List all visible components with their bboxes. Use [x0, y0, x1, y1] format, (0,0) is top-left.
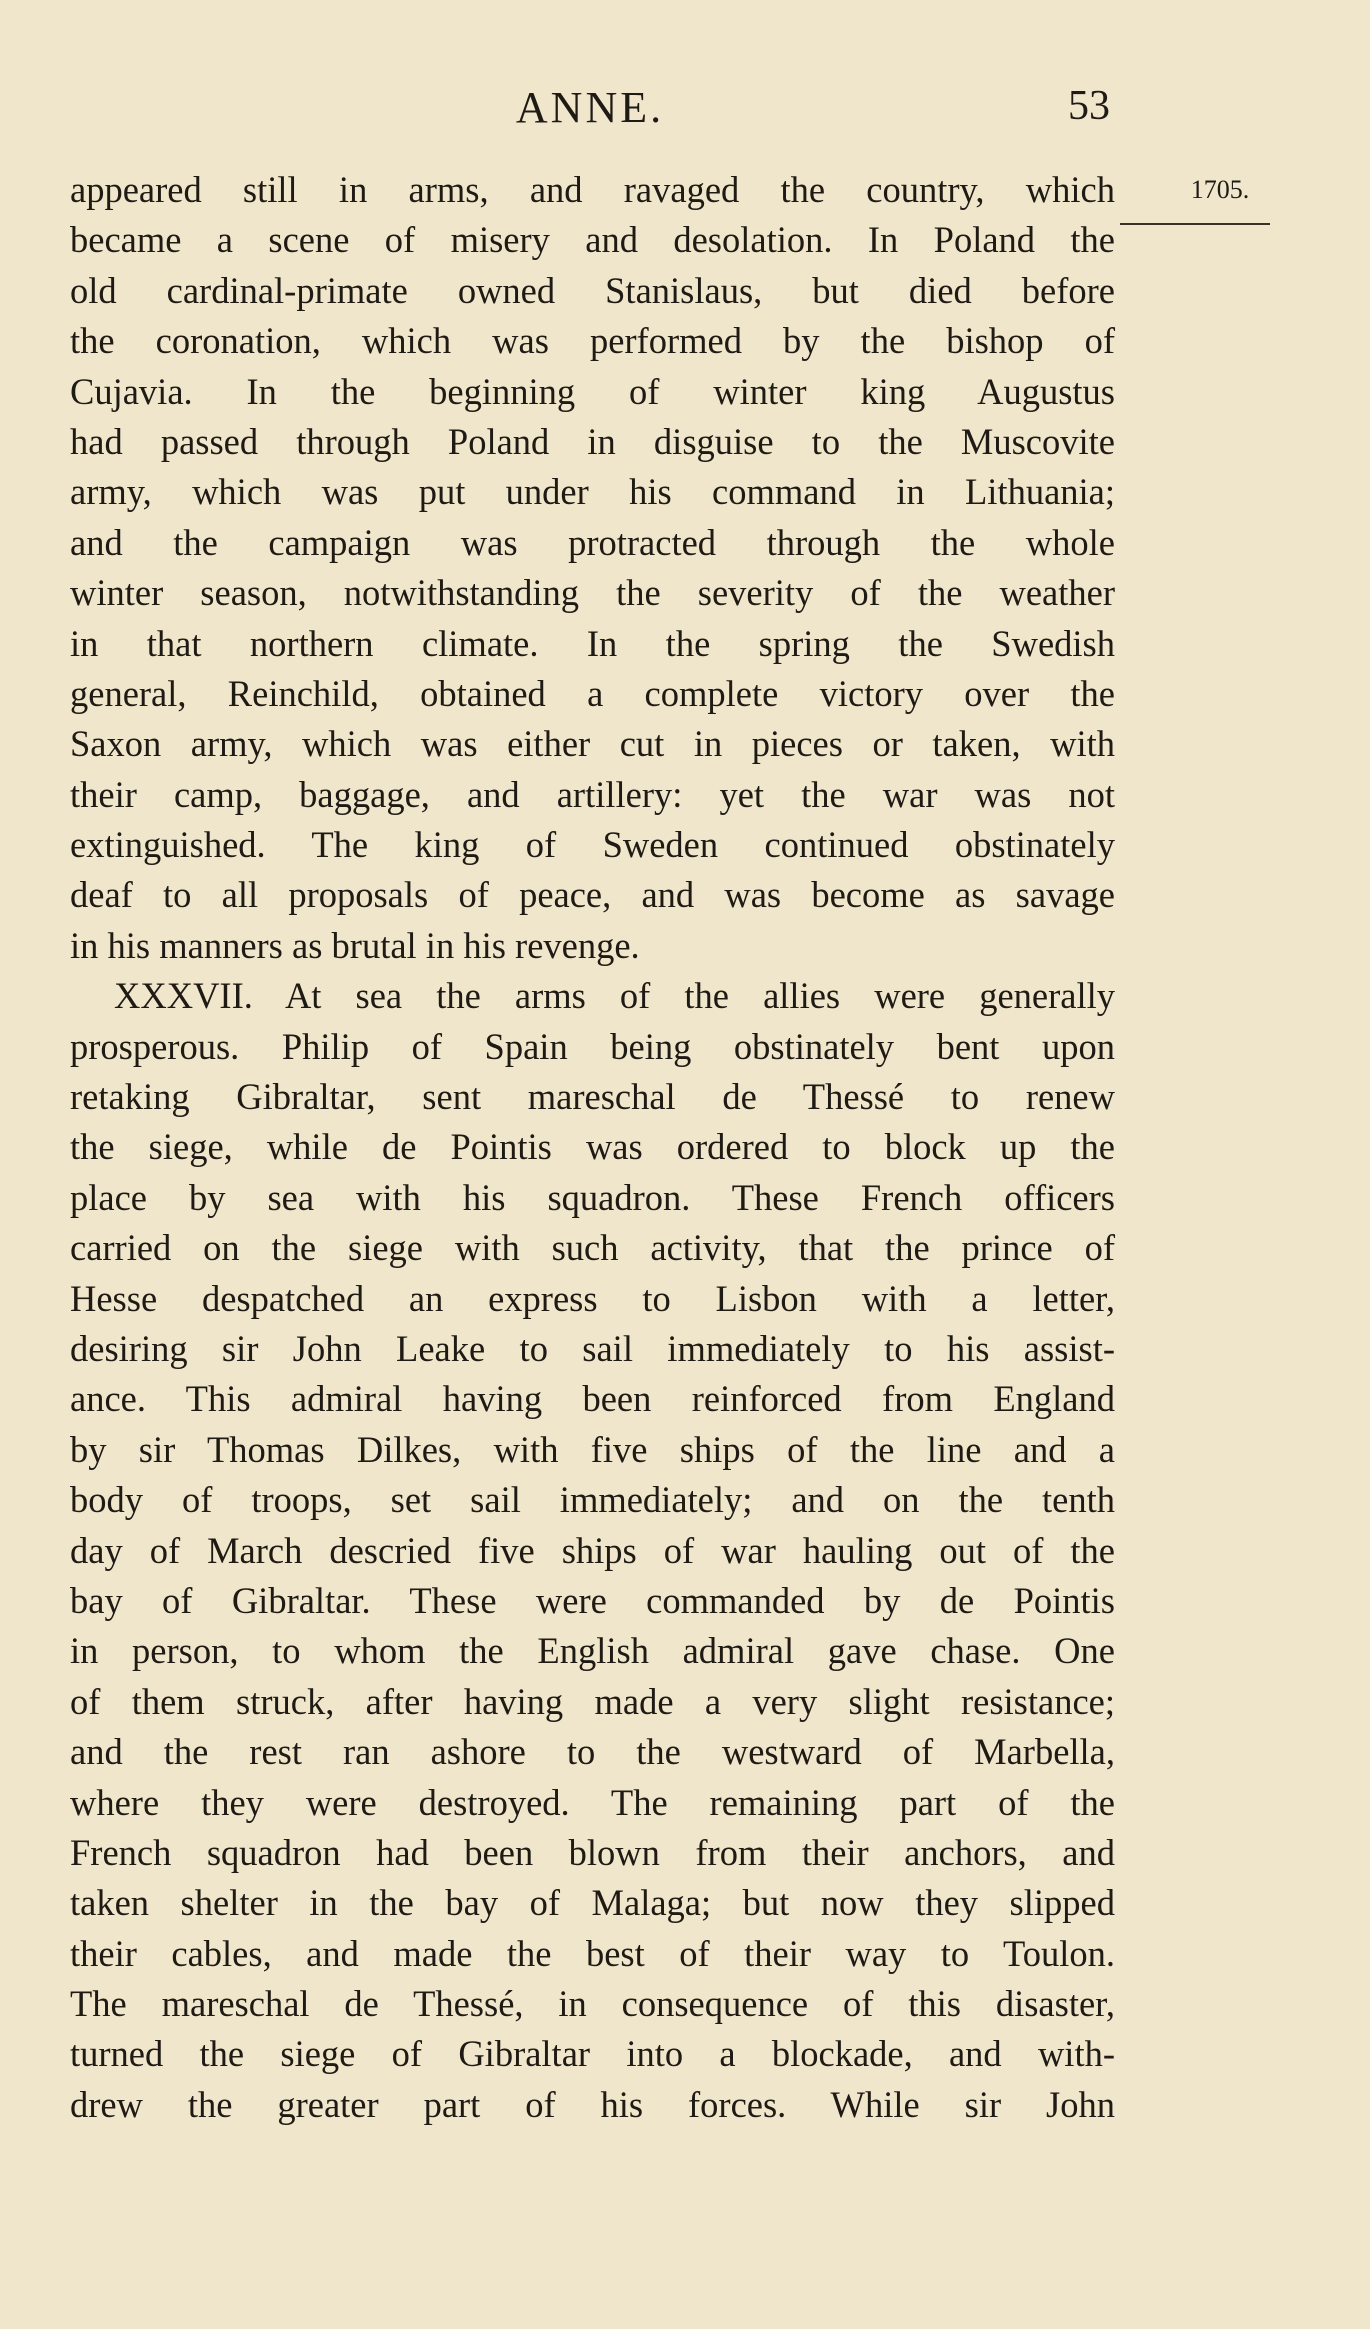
text-line: general, Reinchild, obtained a complete victory over the [70, 672, 1115, 714]
text-line: body of troops, set sail immediately; and on the tenth [70, 1479, 1115, 1521]
paragraph-1 [70, 165, 1115, 971]
text-line: ance. This admiral having been reinforced from England [70, 1378, 1115, 1420]
text-line: army, which was put under his command in Lithuania; [70, 471, 1115, 513]
text-line: by sir Thomas Dilkes, with five ships of the line and a [70, 1428, 1115, 1470]
text-line: in that northern climate. In the spring the Swedish [70, 622, 1115, 664]
text-line: Cujavia. In the beginning of winter king Augustus [70, 370, 1115, 412]
text-line: appeared still in arms, and ravaged the country, which [70, 169, 1115, 210]
text-line: in person, to whom the English admiral gave chase. One [70, 1630, 1115, 1672]
text-line: drew the greater part of his forces. While sir John [70, 2083, 1115, 2125]
text-line: the siege, while de Pointis was ordered to block up the [70, 1126, 1115, 1168]
text-line: became a scene of misery and desolation. In Poland the [70, 219, 1115, 261]
text-line: prosperous. Philip of Spain being obstinately bent upon [70, 1025, 1115, 1067]
paragraph-2 [70, 971, 1115, 2130]
text-line: French squadron had been blown from their anchors, and [70, 1831, 1115, 1873]
margin-year: 1705. [1190, 175, 1250, 204]
text-line: their cables, and made the best of their way to Toulon. [70, 1932, 1115, 1974]
text-line: The mareschal de Thessé, in consequence of this disaster, [70, 1983, 1115, 2025]
text-line: of them struck, after having made a very slight resistance; [70, 1680, 1115, 1722]
text-line: taken shelter in the bay of Malaga; but now they slipped [70, 1882, 1115, 1924]
text-line: carried on the siege with such activity, that the prince of [70, 1227, 1115, 1269]
text-line: XXXVII. At sea the arms of the allies were generally [114, 975, 1115, 1017]
text-line: bay of Gibraltar. These were commanded by de Pointis [70, 1579, 1115, 1621]
text-line: desiring sir John Leake to sail immediately to his assist- [70, 1327, 1115, 1369]
text-line: and the campaign was protracted through the whole [70, 521, 1115, 563]
text-line: in his manners as brutal in his revenge. [70, 924, 640, 966]
text-line: old cardinal-primate owned Stanislaus, but died before [70, 269, 1115, 311]
text-line: turned the siege of Gibraltar into a blockade, and with- [70, 2033, 1115, 2075]
text-line: extinguished. The king of Sweden continued obstinately [70, 824, 1115, 866]
page-header [70, 82, 1110, 142]
text-line: Saxon army, which was either cut in pieces or taken, with [70, 723, 1115, 765]
page-number: 53 [1068, 83, 1110, 129]
text-line: had passed through Poland in disguise to the Muscovite [70, 420, 1115, 462]
text-line: the coronation, which was performed by the bishop of [70, 320, 1115, 362]
text-line: their camp, baggage, and artillery: yet the war was not [70, 773, 1115, 815]
text-line: Hesse despatched an express to Lisbon with a letter, [70, 1277, 1115, 1319]
text-line: retaking Gibraltar, sent mareschal de Thessé to renew [70, 1076, 1115, 1118]
text-line: and the rest ran ashore to the westward of Marbella, [70, 1731, 1115, 1773]
text-line: day of March descried five ships of war hauling out of the [70, 1529, 1115, 1571]
margin-rule [1120, 223, 1270, 225]
text-line: where they were destroyed. The remaining part of the [70, 1781, 1115, 1823]
text-line: winter season, notwithstanding the severity of the weather [70, 572, 1115, 614]
running-title: ANNE. [515, 83, 665, 132]
text-line: deaf to all proposals of peace, and was become as savage [70, 874, 1115, 916]
body-text [70, 165, 1115, 2130]
text-line: place by sea with his squadron. These French officers [70, 1176, 1115, 1218]
